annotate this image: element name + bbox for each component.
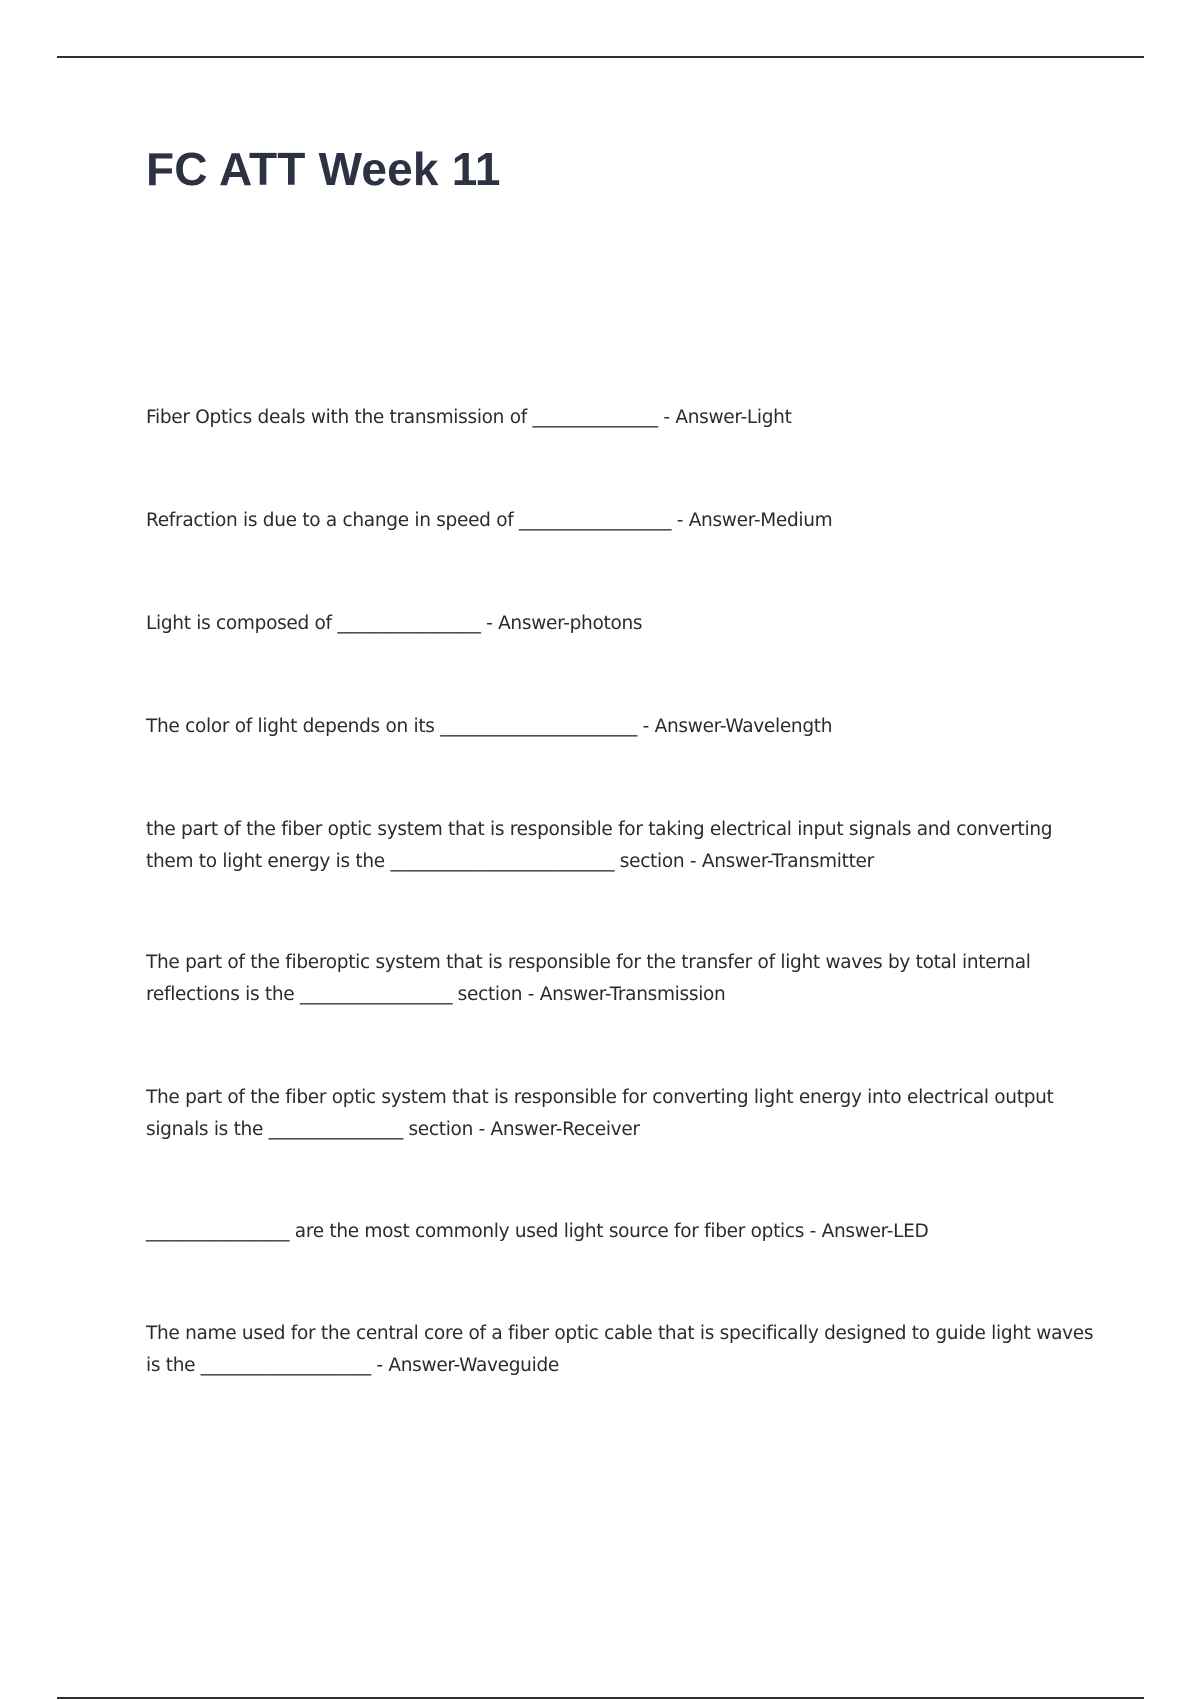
qa-item-4: The color of light depends on its ______________________ - Answer-Wavelength	[146, 716, 833, 737]
qa-item-9: The name used for the central core of a fiber optic cable that is specifically designed to guide light waves is the ___________________ - Answer-Waveguide	[146, 1323, 1094, 1376]
qa-item-6: The part of the fiberoptic system that is responsible for the transfer of light waves by total internal reflections is the _________________ section - Answer-Transmission	[146, 952, 1031, 1005]
qa-item-2: Refraction is due to a change in speed of _________________ - Answer-Medium	[146, 510, 833, 531]
top-divider	[57, 56, 1144, 58]
qa-item-5: the part of the fiber optic system that is responsible for taking electrical input signals and converting them to light energy is the _________________________ section - Answer-Transmitter	[146, 819, 1053, 872]
qa-item-1: Fiber Optics deals with the transmission of ______________ - Answer-Light	[146, 407, 792, 428]
qa-item-8: ________________ are the most commonly used light source for fiber optics - Answer-LED	[146, 1221, 929, 1242]
qa-item-3: Light is composed of ________________ - Answer-photons	[146, 613, 643, 634]
qa-item-7: The part of the fiber optic system that is responsible for converting light energy into electrical output signals is the _______________ section - Answer-Receiver	[146, 1087, 1054, 1140]
bottom-divider	[57, 1697, 1144, 1699]
page-title: FC ATT Week 11	[146, 143, 501, 195]
